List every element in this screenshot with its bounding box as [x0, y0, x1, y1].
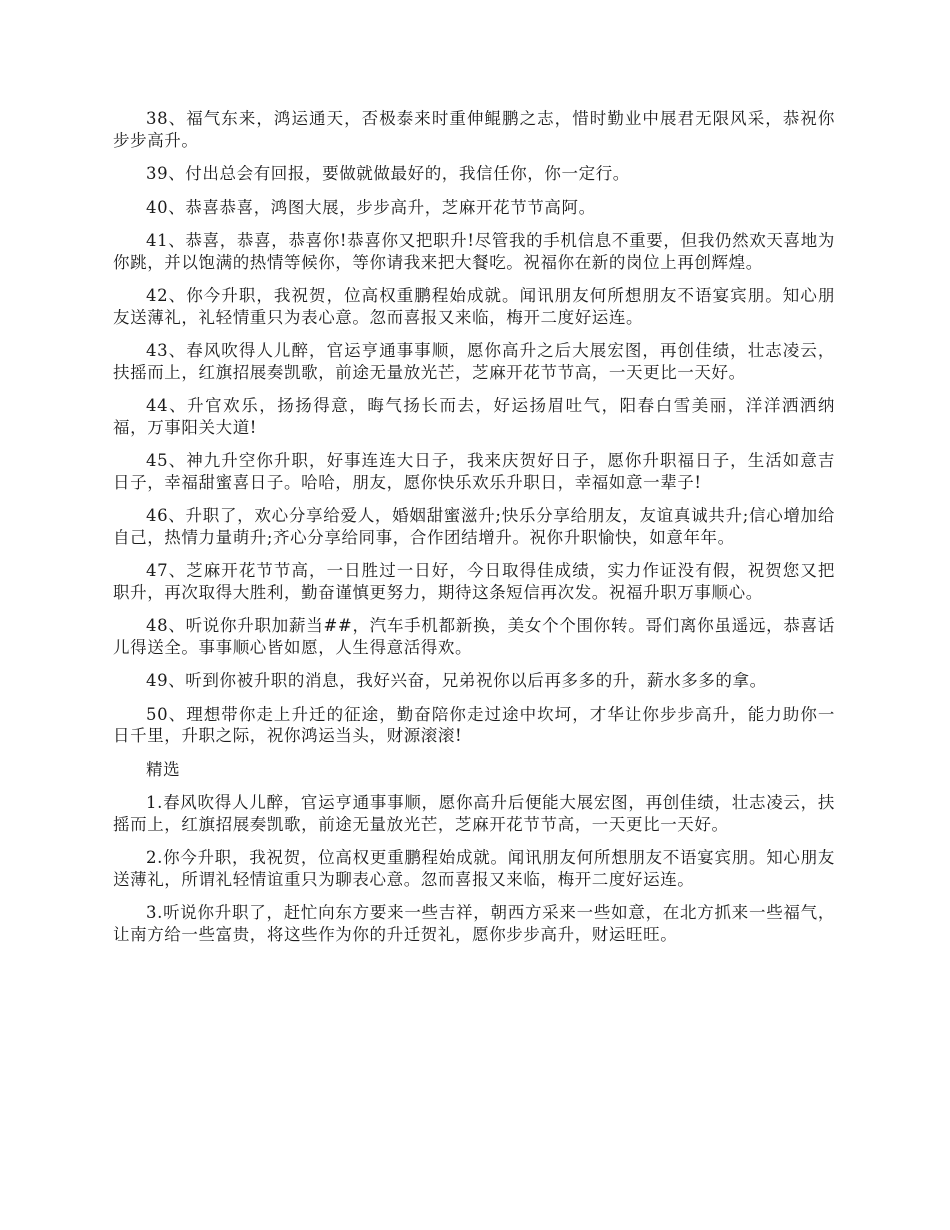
paragraph-41: 41、恭喜，恭喜，恭喜你!恭喜你又把职升!尽管我的手机信息不重要，但我仍然欢天喜地为你跳，并以饱满的热情等候你，等你请我来把大餐吃。祝福你在新的岗位上再创辉煌。 — [113, 231, 835, 272]
document-body — [113, 108, 835, 957]
paragraph-46: 46、升职了，欢心分享给爱人，婚姻甜蜜滋升;快乐分享给朋友，友谊真诚共升;信心增加给自己，热情力量萌升;齐心分享给同事，合作团结增升。祝你升职愉快，如意年年。 — [113, 506, 835, 547]
paragraph-43: 43、春风吹得人儿醉，官运亨通事事顺，愿你高升之后大展宏图，再创佳绩，壮志凌云，扶摇而上，红旗招展奏凯歌，前途无量放光芒，芝麻开花节节高，一天更比一天好。 — [113, 341, 835, 382]
paragraph-38: 38、福气东来，鸿运通天，否极泰来时重伸鲲鹏之志，惜时勤业中展君无限风采，恭祝你步步高升。 — [113, 109, 835, 150]
paragraph-49: 49、听到你被升职的消息，我好兴奋，兄弟祝你以后再多多的升，薪水多多的拿。 — [146, 671, 767, 690]
paragraph-50: 50、理想带你走上升迁的征途，勤奋陪你走过途中坎坷，才华让你步步高升，能力助你一日千里，升职之际，祝你鸿运当头，财源滚滚! — [113, 704, 835, 745]
paragraph-39: 39、付出总会有回报，要做就做最好的，我信任你，你一定行。 — [146, 164, 630, 183]
selected-item-1: 1.春风吹得人儿醉，官运亨通事事顺，愿你高升后便能大展宏图，再创佳绩，壮志凌云，扶摇而上，红旗招展奏凯歌，前途无量放光芒，芝麻开花节节高，一天更比一天好。 — [113, 793, 835, 834]
selected-item-3: 3.听说你升职了，赶忙向东方要来一些吉祥，朝西方采来一些如意，在北方抓来一些福气，让南方给一些富贵，将这些作为你的升迁贺礼，愿你步步高升，财运旺旺。 — [113, 903, 835, 944]
selected-item-2: 2.你今升职，我祝贺，位高权更重鹏程始成就。闻讯朋友何所想朋友不语宴宾朋。知心朋友送薄礼，所谓礼轻情谊重只为聊表心意。忽而喜报又来临，梅开二度好运连。 — [113, 848, 835, 889]
section-heading: 精选 — [146, 759, 181, 779]
paragraph-40: 40、恭喜恭喜，鸿图大展，步步高升，芝麻开花节节高阿。 — [146, 197, 596, 217]
paragraph-45: 45、神九升空你升职，好事连连大日子，我来庆贺好日子，愿你升职福日子，生活如意吉日子，幸福甜蜜喜日子。哈哈，朋友，愿你快乐欢乐升职日，幸福如意一辈子! — [113, 451, 835, 492]
paragraph-47: 47、芝麻开花节节高，一日胜过一日好，今日取得佳成绩，实力作证没有假，祝贺您又把职升，再次取得大胜利，勤奋谨慎更努力，期待这条短信再次发。祝福升职万事顺心。 — [113, 561, 835, 602]
paragraph-44: 44、升官欢乐，扬扬得意，晦气扬长而去，好运扬眉吐气，阳春白雪美丽，洋洋洒洒纳福，万事阳关大道! — [113, 396, 835, 437]
paragraph-42: 42、你今升职，我祝贺，位高权重鹏程始成就。闻讯朋友何所想朋友不语宴宾朋。知心朋友送薄礼，礼轻情重只为表心意。忽而喜报又来临，梅开二度好运连。 — [113, 286, 835, 327]
paragraph-48: 48、听说你升职加薪当##，汽车手机都新换，美女个个围你转。哥们离你虽遥远，恭喜话儿得送全。事事顺心皆如愿，人生得意活得欢。 — [113, 616, 835, 657]
